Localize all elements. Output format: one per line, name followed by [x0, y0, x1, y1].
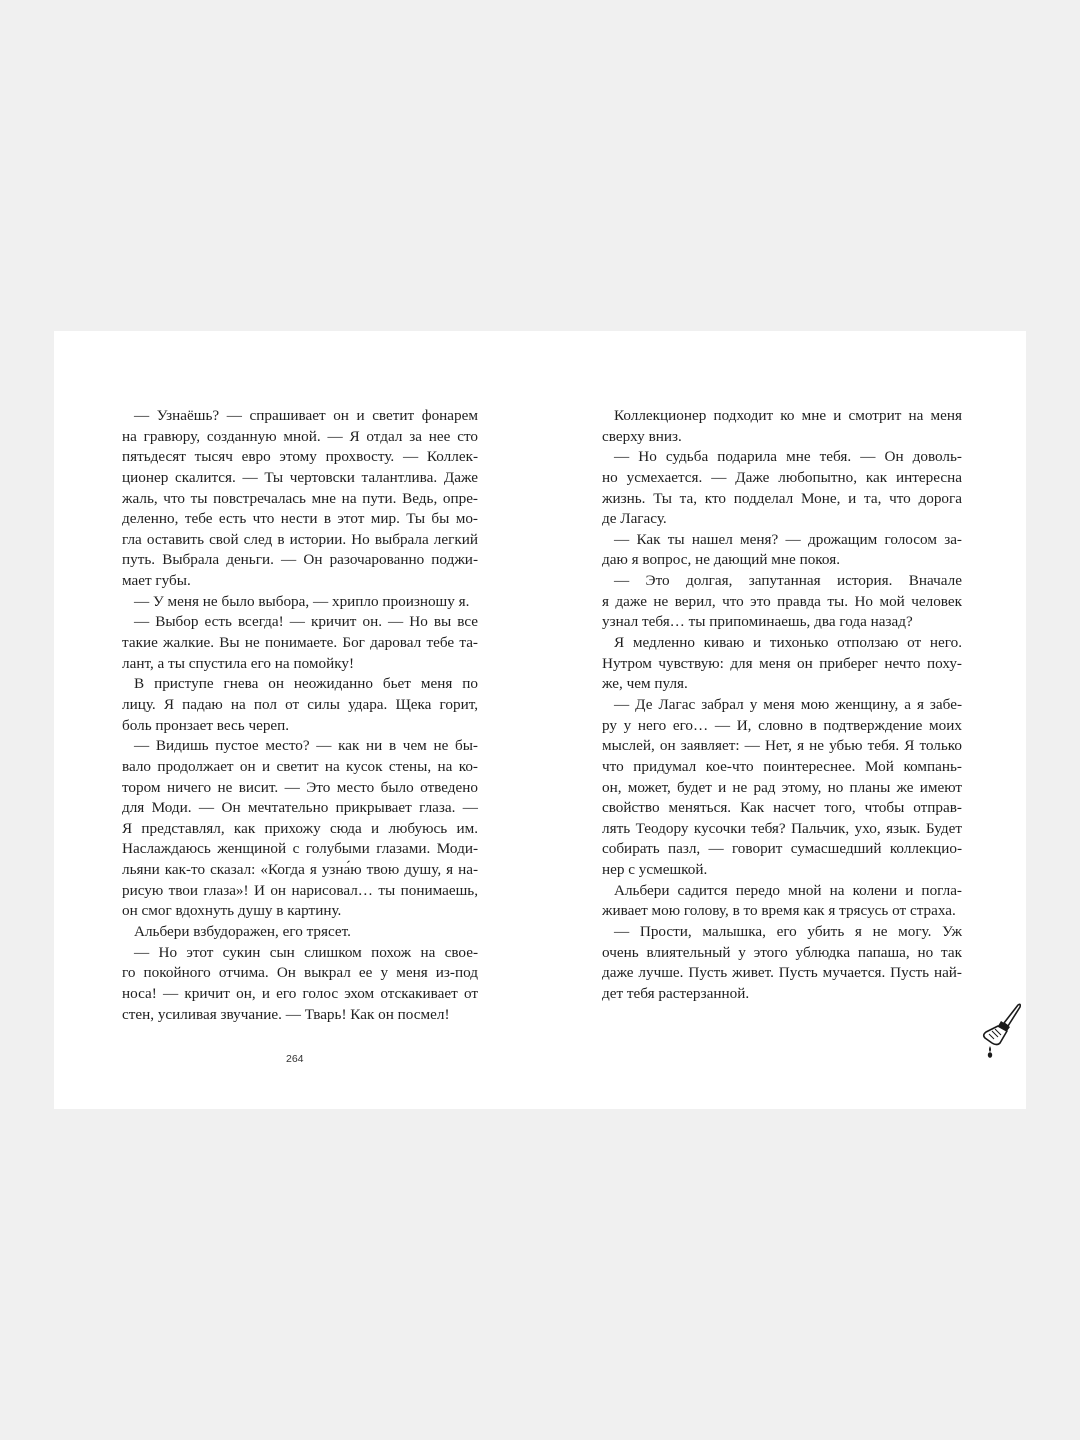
text-line: Альбери садится передо мной на колени и погла-	[614, 881, 962, 899]
text-line: что придумал кое-что поинтереснее. Мой компань-	[602, 757, 962, 775]
text-line: мыслей, он заявляет: — Нет, я не убью тебя. Я только	[602, 737, 962, 755]
text-line: боль пронзает весь череп.	[122, 716, 290, 734]
text-line: узнал тебя… ты припоминаешь, два года назад?	[602, 613, 913, 631]
text-line: ционер скалится. — Ты чертовски талантлива. Даже	[122, 468, 478, 486]
text-line: нер с усмешкой.	[602, 861, 708, 879]
text-line: Нутром чувствую: для меня он приберег нечто поху-	[602, 654, 962, 672]
text-line: тором ничего не висит. — Это место было отведено	[122, 778, 478, 796]
text-line: для Моди. — Он мечтательно прикрывает глаза. —	[122, 799, 478, 817]
text-line: — Но судьба подарила мне тебя. — Он доволь-	[614, 448, 962, 466]
text-line: Альбери взбудоражен, его трясет.	[134, 923, 351, 941]
text-line: льяни как-то сказал: «Когда я узна́ю твою душу, я на-	[122, 861, 478, 879]
text-line: — Узнаёшь? — спрашивает он и светит фонарем	[134, 407, 478, 424]
text-line: го покойного отчима. Он выкрал ее у меня из-под	[122, 964, 478, 982]
text-line: я даже не верил, что это правда ты. Но мой человек	[602, 592, 962, 610]
text-line: стен, усиливая звучание. — Тварь! Как он посмел!	[122, 1005, 450, 1023]
text-line: Коллекционер подходит ко мне и смотрит на меня	[614, 407, 962, 424]
text-line: дет тебя растерзанной.	[602, 984, 750, 1002]
text-line: он смог вдохнуть душу в картину.	[122, 902, 342, 920]
text-line: пятьдесят тысяч евро этому прохвосту. — Коллек-	[122, 448, 478, 466]
text-line: свойство меняться. Как насчет того, чтобы отправ-	[602, 799, 962, 817]
text-line: на гравюру, созданную мной. — Я отдал за нее сто	[122, 427, 478, 445]
text-line: — Выбор есть всегда! — кричит он. — Но вы все	[134, 613, 478, 631]
text-line: собирать пазл, — говорит сумасшедший коллекцио-	[602, 840, 962, 858]
text-line: очень влиятельный у этого ублюдка папаша, но так	[602, 943, 962, 961]
right-page	[602, 406, 962, 1005]
text-line: — Видишь пустое место? — как ни в чем не бы-	[134, 737, 478, 755]
text-line: — У меня не было выбора, — хрипло произношу я.	[134, 592, 470, 610]
paintbrush-icon	[980, 1001, 1022, 1059]
text-line: мает губы.	[122, 572, 191, 590]
text-line: — Как ты нашел меня? — дрожащим голосом за-	[614, 530, 962, 548]
text-line: лант, а ты спустила его на помойку!	[122, 654, 355, 672]
text-line: — Прости, малышка, его убить я не могу. Уж	[614, 923, 962, 941]
text-line: он, может, будет и не рад этому, но планы же имеют	[602, 778, 962, 796]
text-line: живает мою голову, в то время как я трясусь от страха.	[602, 902, 956, 920]
text-line: жизнь. Ты та, кто подделал Моне, и та, что дорога	[602, 489, 962, 507]
text-line: же, чем пуля.	[602, 675, 688, 693]
text-line: носа! — кричит он, и его голос эхом отскакивает от	[122, 984, 478, 1002]
text-line: лицу. Я падаю на пол от силы удара. Щека горит,	[122, 695, 478, 713]
text-line: Я представлял, как прихожу сюда и любуюсь им.	[122, 819, 478, 837]
text-line: Наслаждаюсь женщиной с голубыми глазами. Моди-	[122, 840, 478, 858]
page-number: 264	[286, 1053, 304, 1065]
text-line: гла оставить свой след в истории. Но выбрала легкий	[122, 530, 478, 548]
text-line: даже лучше. Пусть живет. Пусть мучается. Пусть най-	[602, 964, 962, 982]
text-line: — Это долгая, запутанная история. Вначале	[614, 572, 962, 590]
text-line: вало продолжает он и светит на кусок стены, на ко-	[122, 757, 478, 775]
text-line: В приступе гнева он неожиданно бьет меня по	[134, 675, 478, 693]
text-line: сверху вниз.	[602, 427, 682, 445]
text-line: но усмехается. — Даже любопытно, как интересна	[602, 468, 962, 486]
text-line: жаль, что ты повстречалась мне на пути. Ведь, опре-	[122, 489, 478, 507]
text-line: путь. Выбрала деньги. — Он разочарованно поджи-	[122, 551, 478, 569]
text-line: де Лагасу.	[602, 510, 667, 528]
text-line: Я медленно киваю и тихонько отползаю от него.	[614, 634, 962, 652]
text-line: — Но этот сукин сын слишком похож на свое-	[134, 943, 478, 961]
left-page	[122, 406, 478, 1025]
book-spread	[54, 331, 1026, 1109]
text-line: рисую твои глаза»! И он нарисовал… ты понимаешь,	[122, 881, 478, 899]
text-line: даю я вопрос, не дающий мне покоя.	[602, 551, 841, 569]
text-line: ру у него его… — И, словно в подтверждение моих	[602, 716, 962, 734]
text-line: такие жалкие. Вы не понимаете. Бог даровал тебе та-	[122, 634, 478, 652]
text-line: — Де Лагас забрал у меня мою женщину, а я забе-	[614, 695, 962, 713]
text-line: лять Теодору кусочки тебя? Пальчик, ухо, язык. Будет	[602, 819, 962, 837]
text-line: деленно, тебе есть что нести в этот мир. Ты бы мо-	[122, 510, 478, 528]
